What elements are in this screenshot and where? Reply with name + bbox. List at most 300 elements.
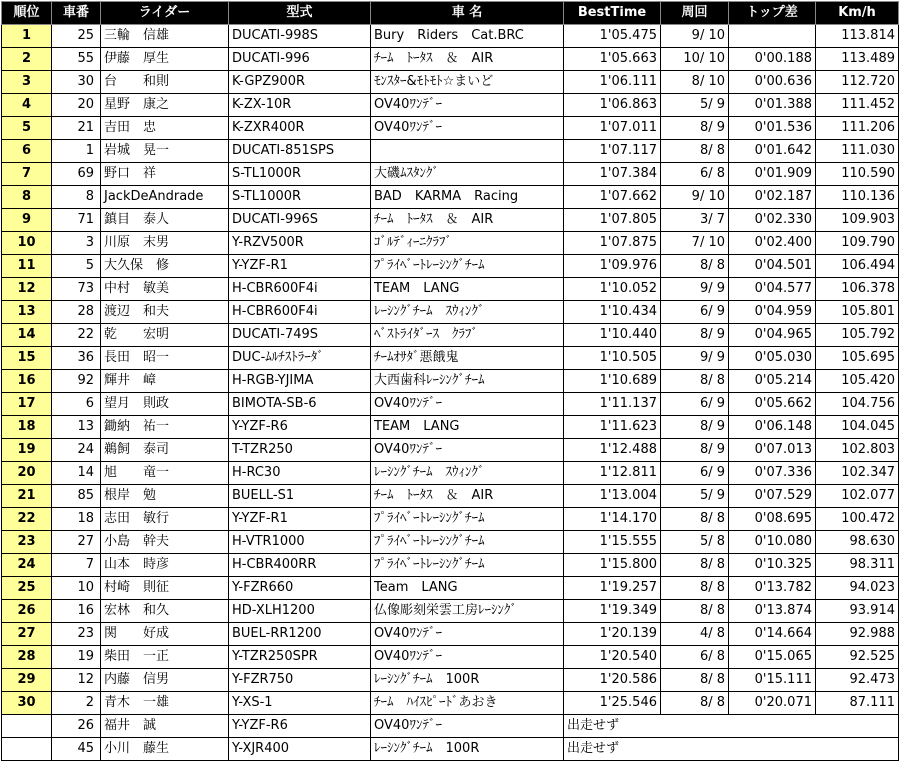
- table-row: [2, 439, 899, 462]
- table-row: [2, 324, 899, 347]
- gap-cell: 0'00.188: [729, 48, 816, 71]
- number-cell: 13: [52, 416, 101, 439]
- rider-cell: 三輪 信雄: [101, 25, 229, 48]
- team-cell: Bury Riders Cat.BRC: [371, 25, 564, 48]
- model-cell: S-TL1000R: [229, 186, 371, 209]
- table-row: [2, 554, 899, 577]
- position-cell: 23: [2, 531, 52, 554]
- position-cell: 25: [2, 577, 52, 600]
- laps-cell: 8/ 9: [661, 324, 729, 347]
- number-cell: 5: [52, 255, 101, 278]
- rider-cell: 志田 敏行: [101, 508, 229, 531]
- gap-cell: 0'07.336: [729, 462, 816, 485]
- position-cell: 6: [2, 140, 52, 163]
- best-time-cell: 1'07.011: [564, 117, 661, 140]
- position-cell: 29: [2, 669, 52, 692]
- team-cell: 大磯ﾑｽﾀﾝｸﾞ: [371, 163, 564, 186]
- best-time-cell: 1'11.137: [564, 393, 661, 416]
- table-row: [2, 140, 899, 163]
- table-row: [2, 416, 899, 439]
- team-cell: 大西歯科ﾚｰｼﾝｸﾞﾁｰﾑ: [371, 370, 564, 393]
- position-cell: 12: [2, 278, 52, 301]
- position-cell: 1: [2, 25, 52, 48]
- speed-cell: 92.473: [816, 669, 899, 692]
- speed-cell: 110.590: [816, 163, 899, 186]
- team-cell: ﾚｰｼﾝｸﾞﾁｰﾑ ｽｳｨﾝｸﾞ: [371, 301, 564, 324]
- gap-cell: 0'13.874: [729, 600, 816, 623]
- table-row: [2, 163, 899, 186]
- rider-cell: 鋤納 祐一: [101, 416, 229, 439]
- team-cell: BAD KARMA Racing: [371, 186, 564, 209]
- position-cell: 15: [2, 347, 52, 370]
- model-cell: Y-FZR660: [229, 577, 371, 600]
- table-row: [2, 209, 899, 232]
- rider-cell: 野口 祥: [101, 163, 229, 186]
- position-cell: 3: [2, 71, 52, 94]
- best-time-cell: 1'19.349: [564, 600, 661, 623]
- speed-cell: 111.206: [816, 117, 899, 140]
- model-cell: DUCATI-749S: [229, 324, 371, 347]
- number-cell: 18: [52, 508, 101, 531]
- best-time-cell: 1'13.004: [564, 485, 661, 508]
- laps-cell: 5/ 9: [661, 94, 729, 117]
- number-cell: 10: [52, 577, 101, 600]
- number-cell: 24: [52, 439, 101, 462]
- position-cell: 20: [2, 462, 52, 485]
- best-time-cell: 1'25.546: [564, 692, 661, 715]
- table-row: [2, 577, 899, 600]
- number-cell: 30: [52, 71, 101, 94]
- number-cell: 26: [52, 715, 101, 738]
- rider-cell: 青木 一雄: [101, 692, 229, 715]
- rider-cell: 鵜飼 泰司: [101, 439, 229, 462]
- table-row: [2, 278, 899, 301]
- laps-cell: 4/ 8: [661, 623, 729, 646]
- table-row: [2, 71, 899, 94]
- best-time-cell: 1'11.623: [564, 416, 661, 439]
- gap-cell: 0'02.187: [729, 186, 816, 209]
- speed-cell: 98.630: [816, 531, 899, 554]
- laps-cell: 9/ 9: [661, 278, 729, 301]
- position-cell: 13: [2, 301, 52, 324]
- rider-cell: 鎮目 泰人: [101, 209, 229, 232]
- number-cell: 27: [52, 531, 101, 554]
- header-position: 順位: [2, 2, 52, 25]
- model-cell: Y-FZR750: [229, 669, 371, 692]
- laps-cell: 8/ 9: [661, 416, 729, 439]
- model-cell: BUELL-S1: [229, 485, 371, 508]
- gap-cell: 0'02.330: [729, 209, 816, 232]
- speed-cell: 113.814: [816, 25, 899, 48]
- number-cell: 28: [52, 301, 101, 324]
- table-row-dns: [2, 738, 899, 761]
- rider-cell: 輝井 嶂: [101, 370, 229, 393]
- header-row: [2, 2, 899, 25]
- gap-cell: 0'20.071: [729, 692, 816, 715]
- table-row: [2, 646, 899, 669]
- header-speed: Km/h: [816, 2, 899, 25]
- table-row: [2, 600, 899, 623]
- model-cell: H-VTR1000: [229, 531, 371, 554]
- best-time-cell: 1'07.384: [564, 163, 661, 186]
- number-cell: 36: [52, 347, 101, 370]
- best-time-cell: 1'05.475: [564, 25, 661, 48]
- team-cell: ﾍﾞｽﾄﾗｲﾀﾞｰｽ ｸﾗﾌﾞ: [371, 324, 564, 347]
- table-row: [2, 370, 899, 393]
- team-cell: OV40ﾜﾝﾃﾞｰ: [371, 117, 564, 140]
- results-body: [2, 25, 899, 761]
- speed-cell: 111.030: [816, 140, 899, 163]
- model-cell: DUC-ﾑﾙﾁｽﾄﾗｰﾀﾞ: [229, 347, 371, 370]
- table-row: [2, 117, 899, 140]
- rider-cell: 内藤 信男: [101, 669, 229, 692]
- best-time-cell: 1'10.689: [564, 370, 661, 393]
- gap-cell: 0'04.501: [729, 255, 816, 278]
- laps-cell: 6/ 8: [661, 646, 729, 669]
- best-time-cell: 1'07.875: [564, 232, 661, 255]
- laps-cell: 5/ 9: [661, 485, 729, 508]
- position-cell: 24: [2, 554, 52, 577]
- header-team: 車 名: [371, 2, 564, 25]
- table-row: [2, 462, 899, 485]
- laps-cell: 7/ 10: [661, 232, 729, 255]
- gap-cell: 0'04.965: [729, 324, 816, 347]
- team-cell: ﾚｰｼﾝｸﾞﾁｰﾑ 100R: [371, 738, 564, 761]
- team-cell: 仏像彫刻栄雲工房ﾚｰｼﾝｸﾞ: [371, 600, 564, 623]
- number-cell: 14: [52, 462, 101, 485]
- team-cell: ﾌﾟﾗｲﾍﾞｰﾄﾚｰｼﾝｸﾞﾁｰﾑ: [371, 508, 564, 531]
- team-cell: ﾌﾟﾗｲﾍﾞｰﾄﾚｰｼﾝｸﾞﾁｰﾑ: [371, 531, 564, 554]
- best-time-cell: 1'07.117: [564, 140, 661, 163]
- model-cell: Y-YZF-R1: [229, 508, 371, 531]
- gap-cell: 0'04.577: [729, 278, 816, 301]
- team-cell: ﾚｰｼﾝｸﾞﾁｰﾑ ｽｳｨﾝｸﾞ: [371, 462, 564, 485]
- rider-cell: 村崎 則征: [101, 577, 229, 600]
- number-cell: 71: [52, 209, 101, 232]
- speed-cell: 92.525: [816, 646, 899, 669]
- laps-cell: 8/ 8: [661, 370, 729, 393]
- laps-cell: 8/ 8: [661, 140, 729, 163]
- speed-cell: 110.136: [816, 186, 899, 209]
- rider-cell: 望月 則政: [101, 393, 229, 416]
- speed-cell: 105.801: [816, 301, 899, 324]
- table-row: [2, 692, 899, 715]
- rider-cell: 根岸 勉: [101, 485, 229, 508]
- team-cell: TEAM LANG: [371, 278, 564, 301]
- laps-cell: 10/ 10: [661, 48, 729, 71]
- team-cell: ﾓﾝｽﾀｰ&ﾓﾄﾓﾄ☆まいど: [371, 71, 564, 94]
- table-row: [2, 669, 899, 692]
- laps-cell: 5/ 8: [661, 531, 729, 554]
- laps-cell: 6/ 9: [661, 393, 729, 416]
- rider-cell: 宏林 和久: [101, 600, 229, 623]
- gap-cell: 0'13.782: [729, 577, 816, 600]
- position-cell: 8: [2, 186, 52, 209]
- header-rider: ライダー: [101, 2, 229, 25]
- best-time-cell: 1'10.052: [564, 278, 661, 301]
- number-cell: 73: [52, 278, 101, 301]
- model-cell: H-CBR600F4i: [229, 278, 371, 301]
- laps-cell: 8/ 8: [661, 692, 729, 715]
- model-cell: DUCATI-851SPS: [229, 140, 371, 163]
- best-time-cell: 1'06.111: [564, 71, 661, 94]
- best-time-cell: 1'06.863: [564, 94, 661, 117]
- best-time-cell: 1'12.811: [564, 462, 661, 485]
- number-cell: 8: [52, 186, 101, 209]
- model-cell: H-CBR400RR: [229, 554, 371, 577]
- table-row: [2, 25, 899, 48]
- rider-cell: 川原 末男: [101, 232, 229, 255]
- model-cell: Y-XJR400: [229, 738, 371, 761]
- table-row: [2, 393, 899, 416]
- best-time-cell: 1'20.139: [564, 623, 661, 646]
- rider-cell: 星野 康之: [101, 94, 229, 117]
- position-cell: 14: [2, 324, 52, 347]
- gap-cell: 0'15.065: [729, 646, 816, 669]
- number-cell: 19: [52, 646, 101, 669]
- header-number: 車番: [52, 2, 101, 25]
- team-cell: ﾁｰﾑ ﾊｲｽﾋﾟｰﾄﾞあおき: [371, 692, 564, 715]
- position-cell: 18: [2, 416, 52, 439]
- rider-cell: 伊藤 厚生: [101, 48, 229, 71]
- laps-cell: 6/ 8: [661, 163, 729, 186]
- model-cell: H-RGB-YJIMA: [229, 370, 371, 393]
- laps-cell: 8/ 8: [661, 600, 729, 623]
- rider-cell: 渡辺 和夫: [101, 301, 229, 324]
- number-cell: 2: [52, 692, 101, 715]
- team-cell: ｺﾞﾙﾃﾞｨｰﾆｸﾗﾌﾞ: [371, 232, 564, 255]
- gap-cell: 0'08.695: [729, 508, 816, 531]
- speed-cell: 87.111: [816, 692, 899, 715]
- gap-cell: 0'04.959: [729, 301, 816, 324]
- gap-cell: [729, 25, 816, 48]
- rider-cell: 旭 竜一: [101, 462, 229, 485]
- gap-cell: 0'07.529: [729, 485, 816, 508]
- results-table: [1, 1, 899, 761]
- status-cell: 出走せず: [564, 715, 899, 738]
- model-cell: S-TL1000R: [229, 163, 371, 186]
- team-cell: TEAM LANG: [371, 416, 564, 439]
- gap-cell: 0'05.662: [729, 393, 816, 416]
- team-cell: ﾌﾟﾗｲﾍﾞｰﾄﾚｰｼﾝｸﾞﾁｰﾑ: [371, 554, 564, 577]
- table-row: [2, 485, 899, 508]
- gap-cell: 0'10.325: [729, 554, 816, 577]
- position-cell: 10: [2, 232, 52, 255]
- model-cell: K-GPZ900R: [229, 71, 371, 94]
- gap-cell: 0'15.111: [729, 669, 816, 692]
- model-cell: Y-YZF-R6: [229, 715, 371, 738]
- position-cell: [2, 738, 52, 761]
- rider-cell: 山本 時彦: [101, 554, 229, 577]
- number-cell: 3: [52, 232, 101, 255]
- position-cell: 11: [2, 255, 52, 278]
- laps-cell: 3/ 7: [661, 209, 729, 232]
- team-cell: ﾚｰｼﾝｸﾞﾁｰﾑ 100R: [371, 669, 564, 692]
- laps-cell: 8/ 8: [661, 554, 729, 577]
- position-cell: 4: [2, 94, 52, 117]
- model-cell: T-TZR250: [229, 439, 371, 462]
- team-cell: ﾌﾟﾗｲﾍﾞｰﾄﾚｰｼﾝｸﾞﾁｰﾑ: [371, 255, 564, 278]
- laps-cell: 8/ 9: [661, 439, 729, 462]
- position-cell: 30: [2, 692, 52, 715]
- best-time-cell: 1'10.505: [564, 347, 661, 370]
- table-row: [2, 232, 899, 255]
- table-row: [2, 508, 899, 531]
- speed-cell: 92.988: [816, 623, 899, 646]
- speed-cell: 104.756: [816, 393, 899, 416]
- laps-cell: 8/ 8: [661, 577, 729, 600]
- position-cell: 26: [2, 600, 52, 623]
- position-cell: 2: [2, 48, 52, 71]
- position-cell: 17: [2, 393, 52, 416]
- speed-cell: 105.420: [816, 370, 899, 393]
- laps-cell: 9/ 10: [661, 25, 729, 48]
- team-cell: Team LANG: [371, 577, 564, 600]
- rider-cell: 福井 誠: [101, 715, 229, 738]
- speed-cell: 94.023: [816, 577, 899, 600]
- laps-cell: 9/ 10: [661, 186, 729, 209]
- position-cell: 9: [2, 209, 52, 232]
- number-cell: 6: [52, 393, 101, 416]
- gap-cell: 0'00.636: [729, 71, 816, 94]
- best-time-cell: 1'15.555: [564, 531, 661, 554]
- rider-cell: 吉田 忠: [101, 117, 229, 140]
- table-row: [2, 186, 899, 209]
- table-row: [2, 94, 899, 117]
- best-time-cell: 1'10.440: [564, 324, 661, 347]
- gap-cell: 0'07.013: [729, 439, 816, 462]
- position-cell: 28: [2, 646, 52, 669]
- rider-cell: 中村 敏美: [101, 278, 229, 301]
- laps-cell: 9/ 9: [661, 347, 729, 370]
- speed-cell: 105.695: [816, 347, 899, 370]
- number-cell: 1: [52, 140, 101, 163]
- table-row: [2, 48, 899, 71]
- team-cell: ﾁｰﾑｵｻﾀﾞ悪餓鬼: [371, 347, 564, 370]
- speed-cell: 93.914: [816, 600, 899, 623]
- position-cell: 22: [2, 508, 52, 531]
- best-time-cell: 1'05.663: [564, 48, 661, 71]
- laps-cell: 6/ 9: [661, 462, 729, 485]
- number-cell: 25: [52, 25, 101, 48]
- model-cell: DUCATI-996: [229, 48, 371, 71]
- number-cell: 92: [52, 370, 101, 393]
- rider-cell: 柴田 一正: [101, 646, 229, 669]
- gap-cell: 0'02.400: [729, 232, 816, 255]
- best-time-cell: 1'07.662: [564, 186, 661, 209]
- speed-cell: 109.903: [816, 209, 899, 232]
- rider-cell: 小島 幹夫: [101, 531, 229, 554]
- speed-cell: 100.472: [816, 508, 899, 531]
- laps-cell: 6/ 9: [661, 301, 729, 324]
- best-time-cell: 1'07.805: [564, 209, 661, 232]
- best-time-cell: 1'12.488: [564, 439, 661, 462]
- speed-cell: 112.720: [816, 71, 899, 94]
- model-cell: DUCATI-996S: [229, 209, 371, 232]
- header-gap: トップ差: [729, 2, 816, 25]
- model-cell: BIMOTA-SB-6: [229, 393, 371, 416]
- position-cell: 27: [2, 623, 52, 646]
- number-cell: 23: [52, 623, 101, 646]
- best-time-cell: 1'20.586: [564, 669, 661, 692]
- table-row: [2, 623, 899, 646]
- header-laps: 周回: [661, 2, 729, 25]
- rider-cell: 乾 宏明: [101, 324, 229, 347]
- header-best-time: BestTime: [564, 2, 661, 25]
- rider-cell: 岩城 晃一: [101, 140, 229, 163]
- team-cell: OV40ﾜﾝﾃﾞｰ: [371, 439, 564, 462]
- speed-cell: 106.494: [816, 255, 899, 278]
- speed-cell: 102.077: [816, 485, 899, 508]
- best-time-cell: 1'15.800: [564, 554, 661, 577]
- number-cell: 22: [52, 324, 101, 347]
- best-time-cell: 1'09.976: [564, 255, 661, 278]
- model-cell: HD-XLH1200: [229, 600, 371, 623]
- gap-cell: 0'05.214: [729, 370, 816, 393]
- rider-cell: 小川 藤生: [101, 738, 229, 761]
- team-cell: OV40ﾜﾝﾃﾞｰ: [371, 623, 564, 646]
- gap-cell: 0'14.664: [729, 623, 816, 646]
- number-cell: 55: [52, 48, 101, 71]
- table-row: [2, 347, 899, 370]
- position-cell: 16: [2, 370, 52, 393]
- model-cell: Y-TZR250SPR: [229, 646, 371, 669]
- position-cell: 5: [2, 117, 52, 140]
- gap-cell: 0'05.030: [729, 347, 816, 370]
- team-cell: OV40ﾜﾝﾃﾞｰ: [371, 393, 564, 416]
- number-cell: 45: [52, 738, 101, 761]
- model-cell: H-CBR600F4i: [229, 301, 371, 324]
- gap-cell: 0'10.080: [729, 531, 816, 554]
- number-cell: 69: [52, 163, 101, 186]
- model-cell: Y-RZV500R: [229, 232, 371, 255]
- laps-cell: 8/ 8: [661, 669, 729, 692]
- speed-cell: 109.790: [816, 232, 899, 255]
- best-time-cell: 1'19.257: [564, 577, 661, 600]
- speed-cell: 106.378: [816, 278, 899, 301]
- best-time-cell: 1'14.170: [564, 508, 661, 531]
- position-cell: 21: [2, 485, 52, 508]
- speed-cell: 111.452: [816, 94, 899, 117]
- laps-cell: 8/ 8: [661, 508, 729, 531]
- team-cell: [371, 140, 564, 163]
- laps-cell: 8/ 8: [661, 255, 729, 278]
- table-row: [2, 255, 899, 278]
- rider-cell: 関 好成: [101, 623, 229, 646]
- gap-cell: 0'06.148: [729, 416, 816, 439]
- team-cell: OV40ﾜﾝﾃﾞｰ: [371, 715, 564, 738]
- number-cell: 16: [52, 600, 101, 623]
- position-cell: 7: [2, 163, 52, 186]
- header-model: 型式: [229, 2, 371, 25]
- number-cell: 21: [52, 117, 101, 140]
- rider-cell: JackDeAndrade: [101, 186, 229, 209]
- model-cell: K-ZX-10R: [229, 94, 371, 117]
- speed-cell: 104.045: [816, 416, 899, 439]
- gap-cell: 0'01.536: [729, 117, 816, 140]
- speed-cell: 113.489: [816, 48, 899, 71]
- rider-cell: 台 和則: [101, 71, 229, 94]
- model-cell: DUCATI-998S: [229, 25, 371, 48]
- gap-cell: 0'01.388: [729, 94, 816, 117]
- best-time-cell: 1'10.434: [564, 301, 661, 324]
- number-cell: 20: [52, 94, 101, 117]
- team-cell: ﾁｰﾑ ﾄｰﾀｽ ＆ AIR: [371, 485, 564, 508]
- best-time-cell: 1'20.540: [564, 646, 661, 669]
- model-cell: Y-YZF-R6: [229, 416, 371, 439]
- model-cell: H-RC30: [229, 462, 371, 485]
- team-cell: OV40ﾜﾝﾃﾞｰ: [371, 646, 564, 669]
